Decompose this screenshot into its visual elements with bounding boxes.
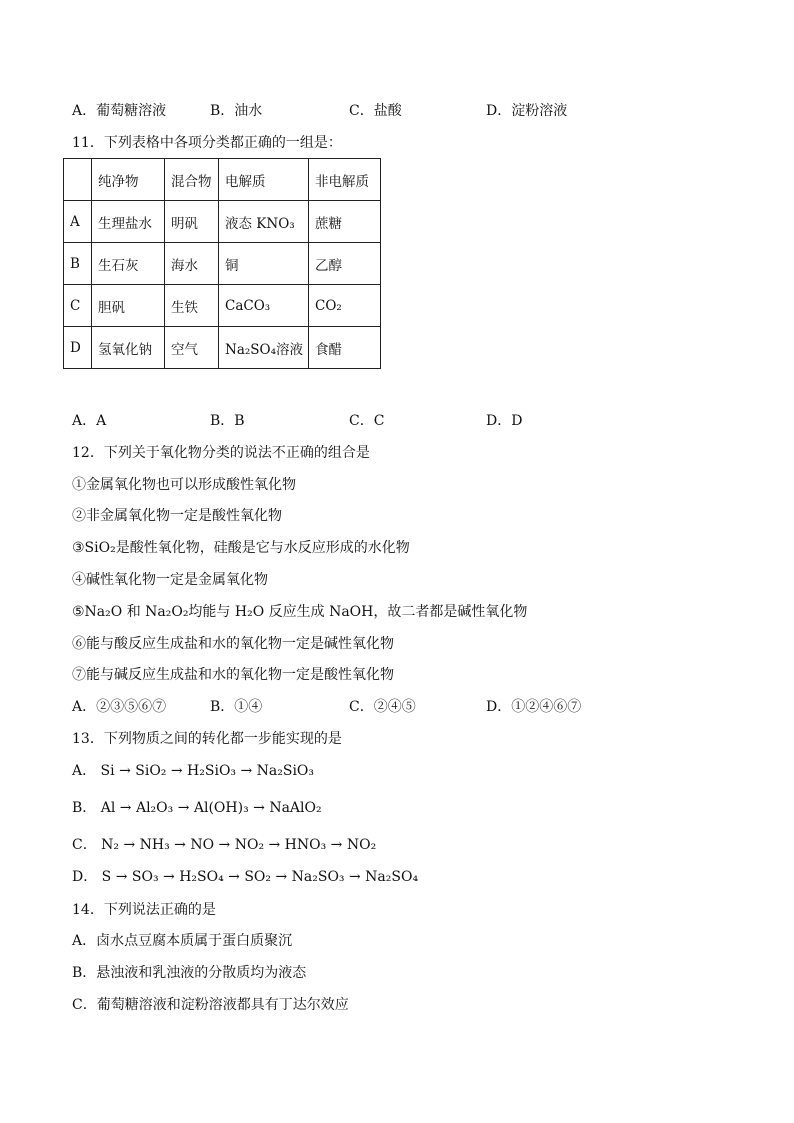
q10-option-d: D．淀粉溶液 — [486, 103, 568, 119]
table-cell: 乙醇 — [309, 243, 381, 285]
q10-options — [72, 102, 712, 120]
classification-table — [63, 158, 381, 369]
table-cell: 生理盐水 — [92, 201, 165, 243]
q13-option-a: A． Si → SiO₂ → H₂SiO₃ → Na₂SiO₃ — [72, 763, 315, 779]
table-cell: 空气 — [165, 327, 219, 369]
q13-option-d: D． S → SO₃ → H₂SO₄ → SO₂ → Na₂SO₃ → Na₂SO₄ — [72, 869, 419, 885]
q12-statement-7: ⑦能与碱反应生成盐和水的氧化物一定是酸性氧化物 — [72, 667, 394, 683]
q14-option-c: C．葡萄糖溶液和淀粉溶液都具有丁达尔效应 — [72, 997, 349, 1013]
q12-option-c: C．②④⑤ — [349, 699, 416, 715]
q12-option-b: B．①④ — [210, 699, 263, 715]
table-header-cell: 混合物 — [165, 159, 219, 201]
q11-option-c: C．C — [349, 413, 385, 429]
q12-statement-3: ③SiO₂是酸性氧化物，硅酸是它与水反应形成的水化物 — [72, 540, 410, 556]
table-cell: 生铁 — [165, 285, 219, 327]
table-cell — [64, 159, 92, 201]
table-header-cell: 电解质 — [219, 159, 309, 201]
table-header-row — [64, 159, 381, 201]
table-row — [64, 243, 381, 285]
q11-option-d: D．D — [486, 413, 523, 429]
table-cell: C — [64, 285, 92, 327]
table-cell: 海水 — [165, 243, 219, 285]
table-cell: Na₂SO₄溶液 — [219, 327, 309, 369]
table-cell: A — [64, 201, 92, 243]
q14-option-a: A．卤水点豆腐本质属于蛋白质聚沉 — [72, 933, 293, 949]
q12-statement-6: ⑥能与酸反应生成盐和水的氧化物一定是碱性氧化物 — [72, 636, 394, 652]
q11-option-b: B．B — [210, 413, 245, 429]
q10-option-a: A．葡萄糖溶液 — [72, 103, 167, 119]
table-cell: 胆矾 — [92, 285, 165, 327]
table-row — [64, 327, 381, 369]
table-cell: 蔗糖 — [309, 201, 381, 243]
q14-stem: 14．下列说法正确的是 — [72, 902, 216, 918]
q11-options — [72, 412, 712, 430]
q13-stem: 13．下列物质之间的转化都一步能实现的是 — [72, 731, 342, 747]
q12-option-d: D．①②④⑥⑦ — [486, 699, 582, 715]
table-cell: 铜 — [219, 243, 309, 285]
table-header-cell: 非电解质 — [309, 159, 381, 201]
table-cell: 食醋 — [309, 327, 381, 369]
q12-option-a: A．②③⑤⑥⑦ — [72, 699, 167, 715]
q10-option-b: B．油水 — [210, 103, 263, 119]
table-cell: CaCO₃ — [219, 285, 309, 327]
table-cell: 生石灰 — [92, 243, 165, 285]
table-row — [64, 201, 381, 243]
q12-statement-5: ⑤Na₂O 和 Na₂O₂均能与 H₂O 反应生成 NaOH，故二者都是碱性氧化物 — [72, 604, 528, 620]
q14-option-b: B．悬浊液和乳浊液的分散质均为液态 — [72, 965, 307, 981]
q13-option-b: B． Al → Al₂O₃ → Al(OH)₃ → NaAlO₂ — [72, 800, 322, 816]
table-cell: 氢氧化钠 — [92, 327, 165, 369]
table-cell: 明矾 — [165, 201, 219, 243]
table-cell: B — [64, 243, 92, 285]
table-header-cell: 纯净物 — [92, 159, 165, 201]
q10-option-c: C．盐酸 — [349, 103, 402, 119]
table-cell: CO₂ — [309, 285, 381, 327]
q11-stem: 11．下列表格中各项分类都正确的一组是： — [72, 135, 342, 151]
q12-statement-4: ④碱性氧化物一定是金属氧化物 — [72, 572, 268, 588]
q12-statement-2: ②非金属氧化物一定是酸性氧化物 — [72, 508, 282, 524]
q12-statement-1: ①金属氧化物也可以形成酸性氧化物 — [72, 477, 296, 493]
q13-option-c: C． N₂ → NH₃ → NO → NO₂ → HNO₃ → NO₂ — [72, 837, 377, 853]
table-row — [64, 285, 381, 327]
q11-option-a: A．A — [72, 413, 107, 429]
table-cell: D — [64, 327, 92, 369]
table-cell: 液态 KNO₃ — [219, 201, 309, 243]
q12-options — [72, 698, 712, 716]
q12-stem: 12．下列关于氧化物分类的说法不正确的组合是 — [72, 445, 370, 461]
